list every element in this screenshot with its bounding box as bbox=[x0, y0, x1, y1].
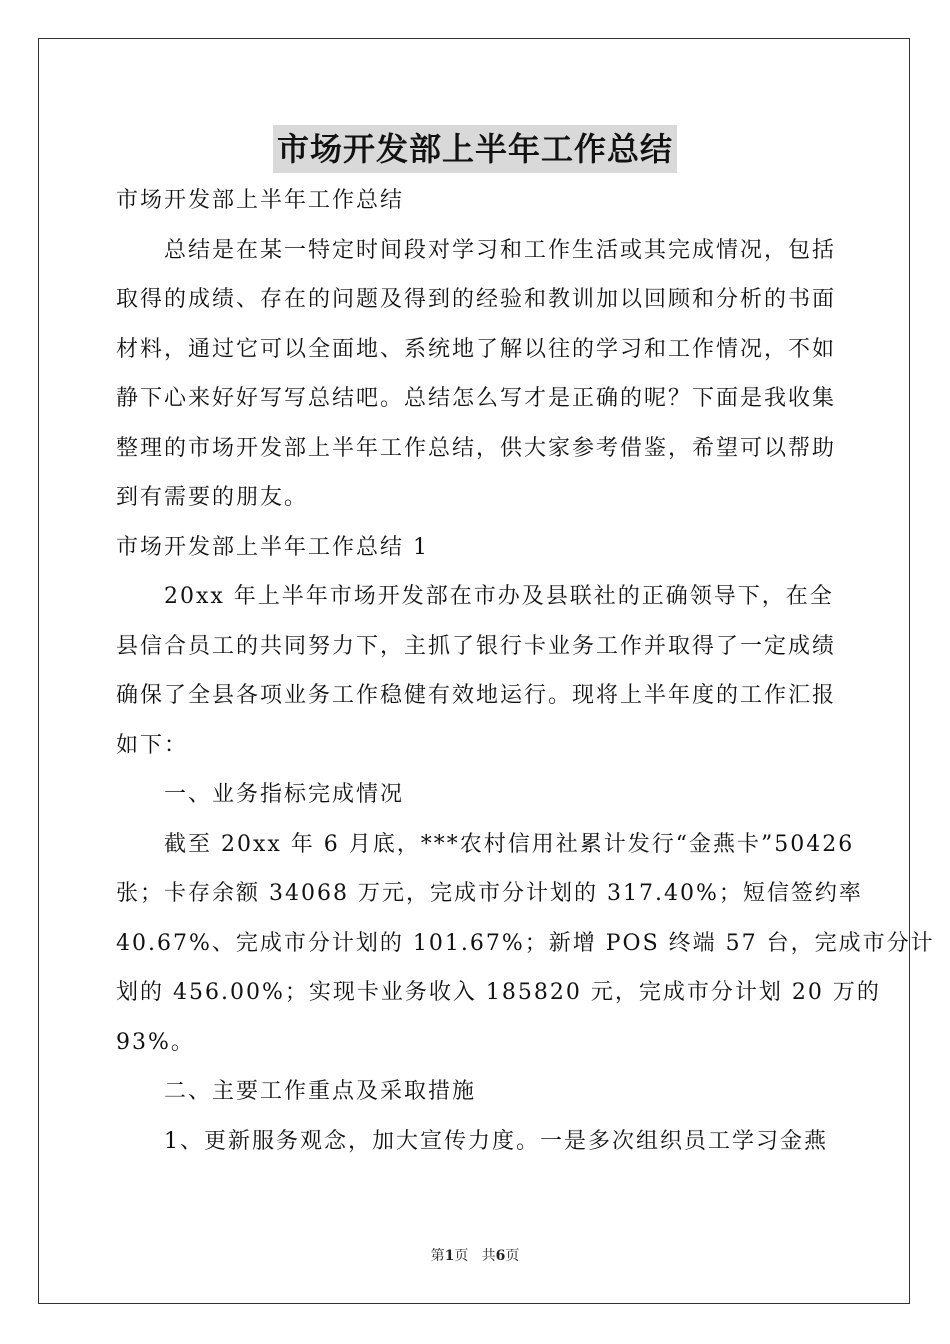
body-line: 1、更新服务观念，加大宣传力度。一是多次组织员工学习金燕 bbox=[116, 1128, 828, 1154]
body-line: 取得的成绩、存在的问题及得到的经验和教训加以回顾和分析的书面 bbox=[116, 287, 837, 312]
page-footer bbox=[0, 1246, 950, 1266]
total-prefix: 共 bbox=[481, 1248, 496, 1264]
page-total: 6 bbox=[495, 1248, 506, 1264]
body-line: 到有需要的朋友。 bbox=[116, 485, 309, 510]
body-line: 如下： bbox=[116, 732, 189, 758]
total-suffix: 页 bbox=[505, 1248, 520, 1264]
page-label-suffix: 页 bbox=[454, 1248, 469, 1264]
body-line: 一、业务指标完成情况 bbox=[116, 782, 405, 807]
document-title: 市场开发部上半年工作总结 bbox=[273, 125, 677, 173]
body-line: 市场开发部上半年工作总结 bbox=[116, 188, 405, 213]
body-line: 93%。 bbox=[116, 1029, 195, 1055]
body-line: 截至 20xx 年 6 月底，***农村信用社累计发行“金燕卡”50426 bbox=[116, 831, 855, 857]
body-line: 确保了全县各项业务工作稳健有效地运行。现将上半年度的工作汇报 bbox=[116, 683, 837, 708]
title-container bbox=[0, 125, 950, 173]
body-line: 20xx 年上半年市场开发部在市办及县联社的正确领导下，在全 bbox=[116, 584, 834, 609]
body-line: 40.67%、完成市分计划的 101.67%；新增 POS 终端 57 台，完成市分计 bbox=[116, 930, 935, 956]
body-line: 划的 456.00%；实现卡业务收入 185820 元，完成市分计划 20 万的 bbox=[116, 980, 881, 1005]
body-line: 静下心来好好写写总结吧。总结怎么写才是正确的呢？下面是我收集 bbox=[116, 386, 837, 411]
body-line: 市场开发部上半年工作总结 1 bbox=[116, 534, 429, 560]
body-line: 总结是在某一特定时间段对学习和工作生活或其完成情况，包括 bbox=[116, 237, 837, 263]
body-line: 张；卡存余额 34068 万元，完成市分计划的 317.40%；短信签约率 bbox=[116, 881, 863, 906]
body-line: 县信合员工的共同努力下，主抓了银行卡业务工作并取得了一定成绩 bbox=[116, 633, 837, 659]
page-border bbox=[38, 38, 935, 1304]
page-label-prefix: 第 bbox=[430, 1248, 445, 1264]
body-line: 材料，通过它可以全面地、系统地了解以往的学习和工作情况，不如 bbox=[116, 336, 837, 362]
page-current: 1 bbox=[444, 1248, 455, 1264]
body-line: 整理的市场开发部上半年工作总结，供大家参考借鉴，希望可以帮助 bbox=[116, 435, 837, 461]
body-line: 二、主要工作重点及采取措施 bbox=[116, 1079, 477, 1104]
